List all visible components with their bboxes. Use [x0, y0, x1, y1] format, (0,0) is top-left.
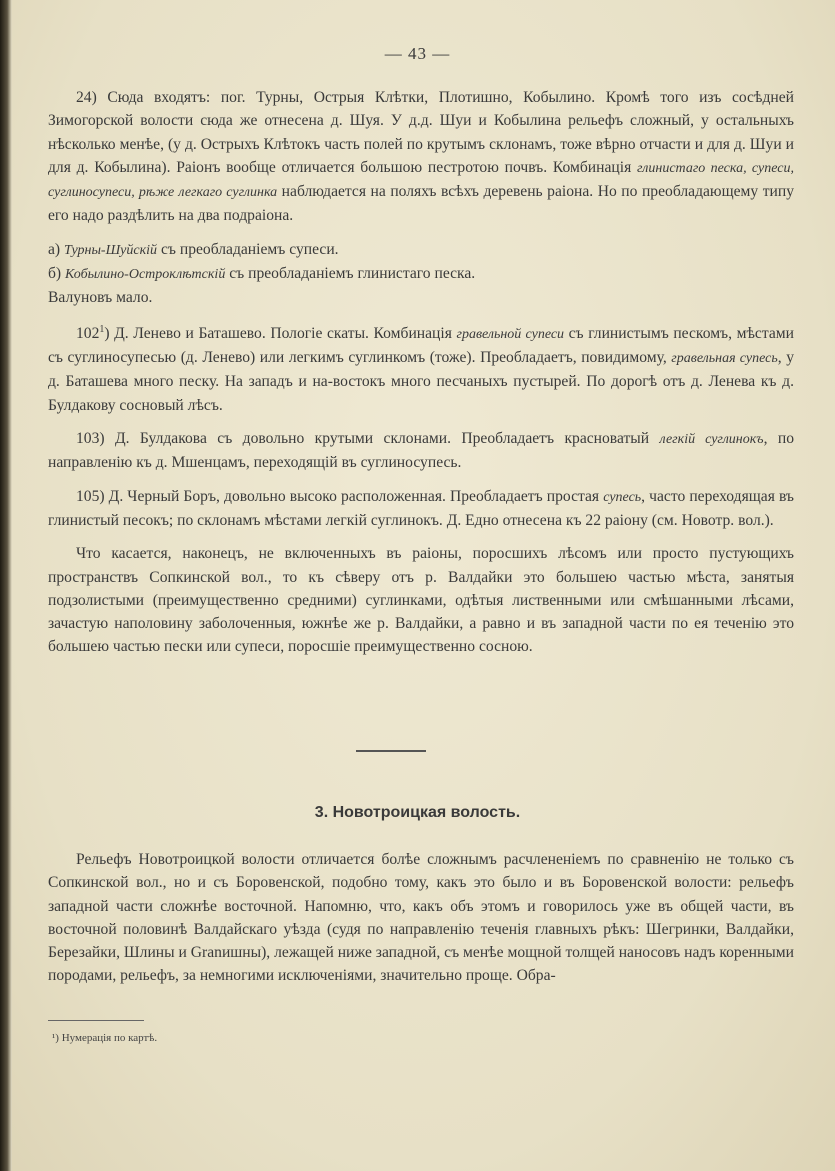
page-number: — 43 — — [384, 44, 451, 63]
page-binding-edge — [0, 0, 12, 1171]
paragraph-103: 103) Д. Булдакова съ довольно крутыми склонами. Преобладаетъ красноватый легкій суглинокъ, по направленію къ д. Мшенцамъ, переходящій въ суглиносупесь. — [48, 430, 794, 472]
subregion-a: а) Турны-Шуйскій съ преобладаніемъ супеси. — [48, 240, 339, 258]
footnote-rule — [48, 1020, 144, 1021]
section-text — [48, 848, 794, 998]
footnote: ¹) Нумерація по картѣ. — [52, 1032, 158, 1044]
paragraph-105: 105) Д. Черный Боръ, довольно высоко расположенная. Преобладаетъ простая супесь, часто переходящая въ глинистый песокъ; по склонамъ мѣстами легкій суглинокъ. Д. Едно отнесена къ 22 раіону (см. Новотр. вол.). — [48, 487, 794, 529]
subregion-b: б) Кобылино-Остроклѣтскій съ преобладаніемъ глинистаго песка. — [48, 265, 476, 283]
paragraph-novotroitskaya: Рельефъ Новотроицкой волости отличается болѣе сложнымъ расчлененіемъ по сравненію не только съ Сопкинской вол., но и съ Боровенской, подобно тому, какъ это было и въ Боровенской волости: рельефъ западной части сложнѣе восточной. Напомню, что, какъ объ этомъ и говорилось уже въ общей части, въ восточной половинѣ Валдайскаго уѣзда (судя по направленію теченія главныхъ рѣкъ: Шегринки, Валдайки, Березайки, Шлины и Granишны), лежащей ниже западной, съ менѣе мощной толщей наносовъ надъ коренными породами, рельефъ, за немногими исключеніями, значительно проще. Обра- — [48, 851, 794, 985]
main-text — [48, 86, 794, 669]
subregion-list — [48, 238, 794, 310]
paragraph-24: 24) Сюда входятъ: пог. Турны, Острыя Клѣтки, Плотишно, Кобылино. Кромѣ того изъ сосѣдней Зимогорской волости сюда же отнесена д. Шуя. У д.д. Шуи и Кобылина рельефъ сложный, у остальныхъ нѣсколько менѣе, (у д. Острыхъ Клѣтокъ часть полей по крутымъ склонамъ, тоже вѣрно отчасти и для д. Шуи и для д. Кобылина). Раіонъ вообще отличается большою пестротою почвъ. Комбинація глинистаго песка, супеси, суглиносупеси, рѣже легкаго суглинка наблюдается на поляхъ всѣхъ деревень раіона. Но по преобладающему типу его надо раздѣлить на два подраіона. — [48, 89, 794, 225]
section-title: 3. Новотроицкая волость. — [314, 804, 521, 821]
paragraph-102: $102^1$) Д. Ленево и Баташево. Пологіе скаты. Комбинація гравельной супеси съ глинистымъ пескомъ, мѣстами съ суглиносупесью (д. Ленево) или легкимъ суглинкомъ (тоже). Преобладаетъ, повидимому, гравельная супесь, у д. Баташева много песку. На западъ и на-востокъ много песчаныхъ пустырей. По дорогѣ отъ д. Ленева къ д. Булдакову сосновый лѣсъ. — [48, 323, 794, 414]
section-divider — [356, 750, 426, 752]
paragraph-remaining-areas: Что касается, наконецъ, не включенныхъ въ раіоны, поросшихъ лѣсомъ или просто пустующихъ пространствъ Сопкинской вол., то къ сѣверу отъ р. Валдайки это большею частью мѣста, занятыя подзолистыми (преимущественно средними) суглинками, одѣтыя лиственными или смѣшанными лѣсами, зачастую наполовину заболоченныя, южнѣе же р. Валдайки, а равно и въ западной части по ея теченію это большею частью пески или супеси, поросшіе преимущественно сосною. — [48, 545, 794, 656]
boulders-note: Валуновъ мало. — [48, 289, 153, 307]
footnote-marker: 1 — [99, 323, 105, 335]
